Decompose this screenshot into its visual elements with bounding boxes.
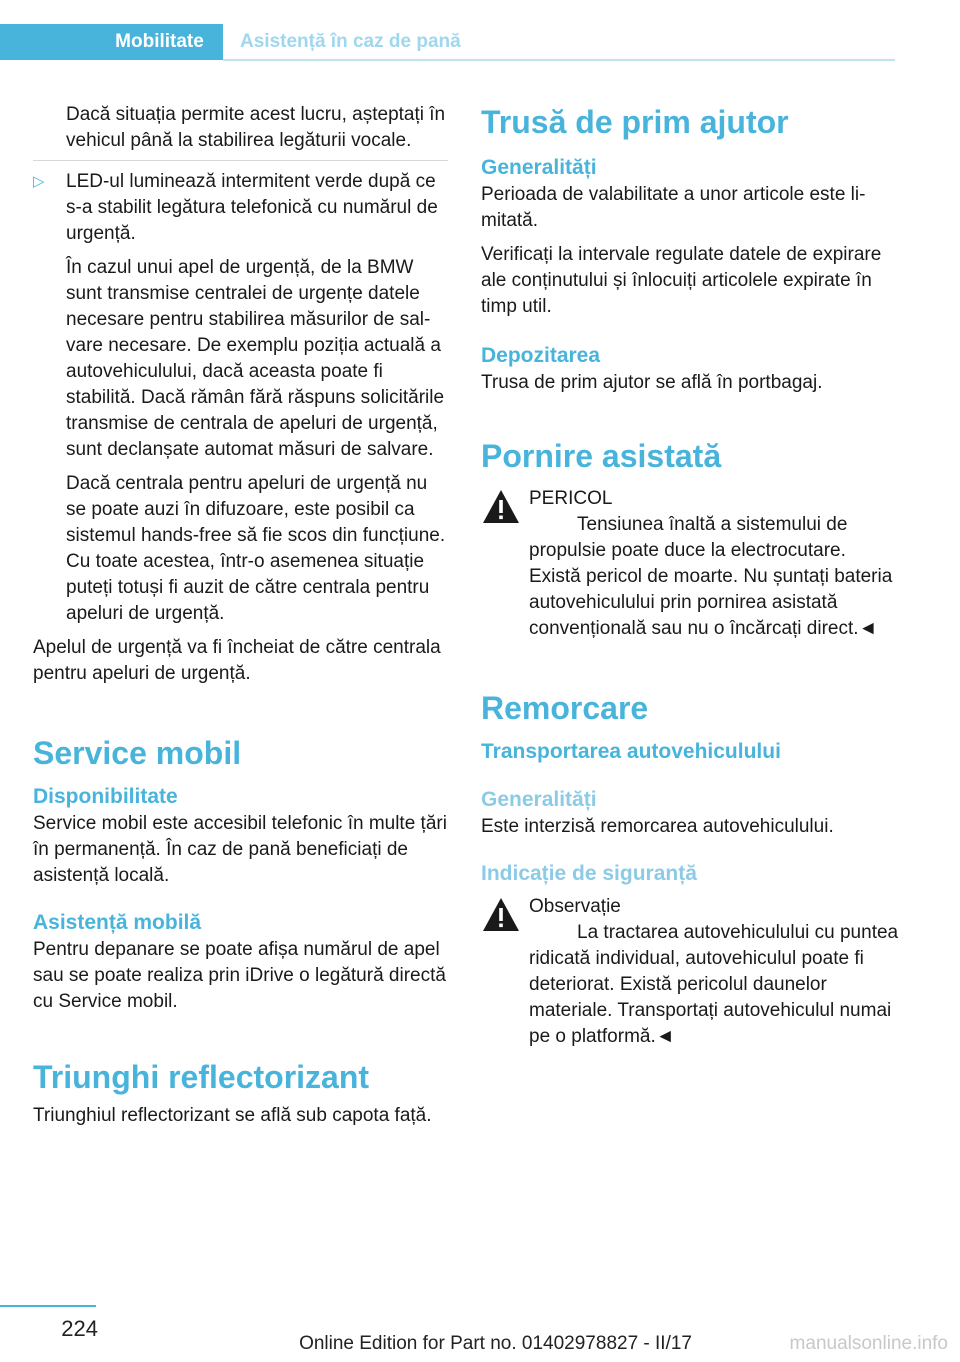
warning-block bbox=[481, 894, 901, 1050]
footer-edition: Online Edition for Part no. 01402978827 - II/17 bbox=[299, 1333, 692, 1354]
heading-service-mobil: Service mobil bbox=[33, 735, 242, 771]
list-item-text: LED-ul luminează intermitent verde după ce s-a stabilit legătura telefonică cu numărul de urgență. bbox=[66, 171, 438, 244]
paragraph: Pentru depanare se poate afișa numărul de apel sau se poate realiza prin iDrive o legătură directă cu Service mobil. bbox=[33, 939, 446, 1012]
list-item-text: Dacă centrala pentru apeluri de urgență nu se poate auzi în difuzoare, este posibil ca sistemul hands-free să fie scos din funcțiune. Cu toate acestea, într-o asemenea situație puteți totuși fi auzit de către centrala pentru apeluri de urgență. bbox=[66, 473, 446, 624]
paragraph: Triunghiul reflectorizant se află sub capota față. bbox=[33, 1105, 432, 1126]
intro-paragraph: Dacă situația permite acest lucru, așteptați în vehicul până la stabilirea legăturii vocale. bbox=[66, 104, 446, 151]
header-divider bbox=[223, 59, 895, 61]
heading-indicatie: Indicație de siguranță bbox=[481, 862, 697, 885]
list-item-text: În cazul unui apel de urgență, de la BMW sunt transmise centralei de urgențe datele necesare pentru stabilirea măsurilor de salvare necesare. De exemplu poziția actuală a autovehiculului, dacă aceasta poate fi stabilită. Dacă rămân fără răspuns solicitările transmise de centrala de apeluri de urgență, sunt declanșate automat măsuri de salvare. bbox=[66, 257, 445, 460]
page-number: 224 bbox=[61, 1316, 98, 1341]
warning-triangle-icon bbox=[481, 896, 521, 934]
warning-title: Observație bbox=[529, 896, 621, 917]
heading-remorcare: Remorcare bbox=[481, 690, 649, 726]
heading-generalitati: Generalități bbox=[481, 156, 597, 179]
heading-transport: Transportarea autovehiculului bbox=[481, 740, 781, 763]
heading-triunghi: Triunghi reflectorizant bbox=[33, 1059, 370, 1095]
footer-watermark: manualsonline.info bbox=[789, 1333, 948, 1354]
paragraph: Trusa de prim ajutor se află în portbagaj. bbox=[481, 372, 823, 393]
list-item bbox=[33, 169, 448, 627]
heading-asistenta-mobila: Asistență mobilă bbox=[33, 911, 202, 934]
warning-text: La tractarea autovehiculului cu puntea ridicată individual, autovehiculul poate fi deteriorat. Există pericolul daunelor materiale. Transportați autovehiculul numai pe o platformă.◄ bbox=[529, 922, 899, 1047]
header-section-tab: Mobilitate bbox=[96, 24, 223, 60]
warning-block bbox=[481, 486, 901, 642]
header-subsection: Asistență în caz de pană bbox=[240, 31, 461, 52]
left-column bbox=[33, 102, 448, 1129]
header-accent-bar bbox=[0, 24, 96, 60]
paragraph: Perioada de valabilitate a unor articole este limitată. bbox=[481, 184, 866, 231]
right-column bbox=[481, 102, 901, 1050]
warning-text: Tensiunea înaltă a sistemului de propulsie poate duce la electrocutare. Există pericol de moarte. Nu șuntați bateria autovehiculului prin pornirea asistată convențională sau nu o încărcați direct.◄ bbox=[529, 514, 893, 639]
footer-accent-line bbox=[0, 1305, 96, 1307]
bullet-arrow-icon: ▷ bbox=[33, 173, 45, 190]
separator bbox=[33, 160, 448, 161]
paragraph: Service mobil este accesibil telefonic în multe țări în permanență. În caz de pană beneficiați de asistență locală. bbox=[33, 813, 447, 886]
heading-generalitati-2: Generalități bbox=[481, 788, 597, 811]
warning-title: PERICOL bbox=[529, 488, 613, 509]
heading-depozitarea: Depozitarea bbox=[481, 344, 601, 367]
paragraph: Verificați la intervale regulate datele de expirare ale conținutului și înlocuiți articolele expirate în timp util. bbox=[481, 244, 882, 317]
paragraph: Este interzisă remorcarea autovehiculului. bbox=[481, 816, 834, 837]
paragraph: Apelul de urgență va fi încheiat de către centrala pentru apeluri de urgență. bbox=[33, 637, 441, 684]
heading-trusa: Trusă de prim ajutor bbox=[481, 104, 789, 140]
warning-triangle-icon bbox=[481, 488, 521, 526]
heading-disponibilitate: Disponibilitate bbox=[33, 785, 178, 808]
heading-pornire: Pornire asistată bbox=[481, 438, 722, 474]
